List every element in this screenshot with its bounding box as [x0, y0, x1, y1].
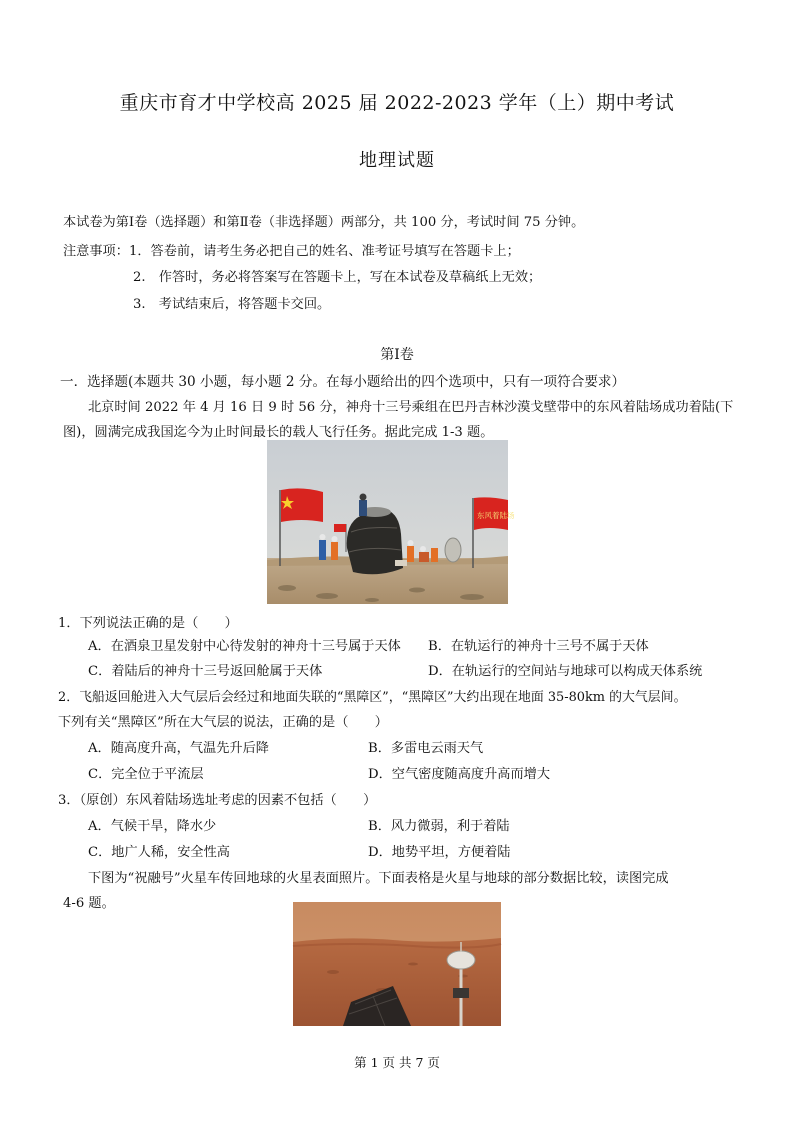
notice-item: 3. 考试结束后，将答题卡交回。 [133, 297, 331, 312]
material-text: 北京时间 2022 年 4 月 16 日 9 时 56 分，神舟十三号乘组在巴丹吉林沙漠戈壁带中的东风着陆场成功着陆(下 [88, 400, 734, 415]
option: A．随高度升高，气温先升后降 [88, 741, 269, 756]
material-text: 4-6 题。 [63, 896, 115, 911]
option: D．地势平坦，方便着陆 [368, 845, 511, 860]
option: C．着陆后的神舟十三号返回舱属于天体 [88, 664, 323, 679]
option: C．完全位于平流层 [88, 767, 204, 782]
flag-text: 东风着陆场 [477, 511, 515, 520]
question-stem: 1．下列说法正确的是（ ） [58, 616, 238, 631]
option: D．在轨运行的空间站与地球可以构成天体系统 [428, 664, 703, 679]
option: A．气候干旱，降水少 [88, 819, 217, 834]
question-stem: 3．（原创）东风着陆场选址考虑的因素不包括（ ） [58, 793, 377, 808]
notice-item: 2. 作答时，务必将答案写在答题卡上，写在本试卷及草稿纸上无效； [133, 270, 542, 285]
option: B．风力微弱，利于着陆 [368, 819, 510, 834]
option: B．在轨运行的神舟十三号不属于天体 [428, 639, 649, 654]
option: B．多雷电云雨天气 [368, 741, 484, 756]
question-stem: 下列有关“黑障区”所在大气层的说法，正确的是（ ） [58, 715, 388, 730]
material-text: 图)，圆满完成我国迄今为止时间最长的载人飞行任务。据此完成 1-3 题。 [63, 425, 494, 440]
option: D．空气密度随高度升高而增大 [368, 767, 551, 782]
material-text: 下图为“祝融号”火星车传回地球的火星表面照片。下面表格是火星与地球的部分数据比较，读图完成 [88, 871, 669, 886]
exam-description: 本试卷为第Ⅰ卷（选择题）和第Ⅱ卷（非选择题）两部分，共 100 分，考试时间 75 分钟。 [63, 215, 585, 230]
exam-subtitle: 地理试题 [359, 150, 435, 171]
notice-label: 注意事项： [63, 244, 129, 259]
exam-title: 重庆市育才中学校高 2025 届 2022-2023 学年（上）期中考试 [119, 92, 675, 114]
option: C．地广人稀，安全性高 [88, 845, 230, 860]
option: A．在酒泉卫星发射中心待发射的神舟十三号属于天体 [88, 639, 401, 654]
section-title: 第Ⅰ卷 [380, 347, 414, 363]
part-heading: 一．选择题(本题共 30 小题，每小题 2 分。在每小题给出的四个选项中，只有一项符合要求） [60, 374, 626, 390]
mars-surface-photo [293, 902, 501, 1026]
question-stem: 2．飞船返回舱进入大气层后会经过和地面失联的“黑障区”，“黑障区”大约出现在地面 35-80km 的大气层间。 [58, 690, 687, 705]
page-footer: 第 1 页 共 7 页 [354, 1055, 440, 1070]
shenzhou-landing-photo [267, 440, 515, 604]
notice-item: 1．答卷前，请考生务必把自己的姓名、准考证号填写在答题卡上； [128, 244, 520, 259]
notice-line-1 [63, 240, 520, 259]
